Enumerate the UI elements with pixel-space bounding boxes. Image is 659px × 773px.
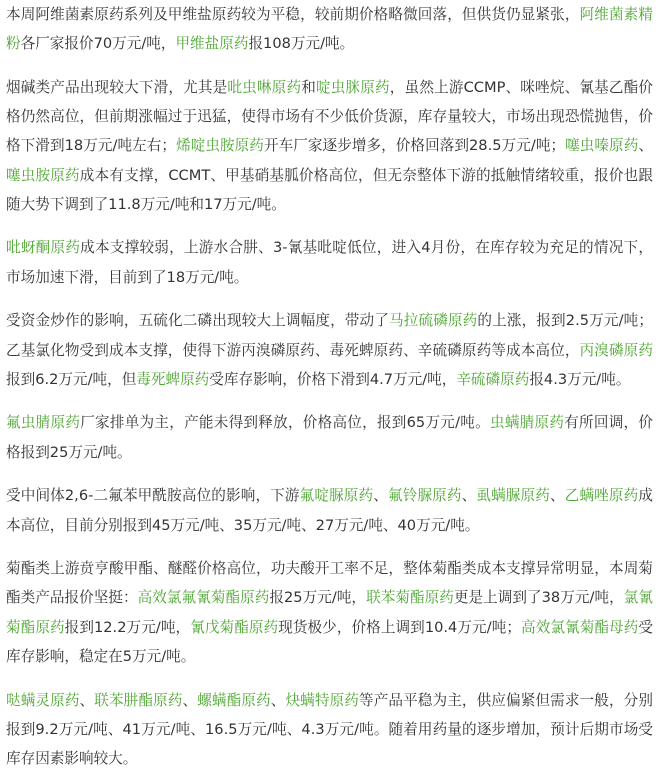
product-name-highlight: 乙螨唑原药 [564,487,639,505]
paragraph-text: 报108万元/吨。 [248,35,355,53]
paragraph-benzoylureas [6,481,653,539]
product-name-highlight: 啶虫脒原药 [315,78,390,96]
paragraph-text: 各厂家报价70万元/吨， [20,35,176,53]
product-name-highlight: 螺螨酯原药 [197,691,271,709]
product-name-highlight: 吡蚜酮原药 [6,239,81,257]
paragraph-text: 、 [182,691,198,709]
product-name-highlight: 阿维菌素精粉 [6,6,653,53]
paragraph-text: 报25万元/吨， [269,589,367,607]
paragraph-text: ，虽然上游CCMP、咪唑烷、氰基乙酯价格仍然高位，但前期涨幅过于迅猛，使得市场有不少低价货源，库存量较大，市场出现恐慌抛售，价格下滑到18万元/吨左右； [6,78,653,155]
product-name-highlight: 虫螨腈原药 [489,414,565,432]
paragraph-neonicotinoids [6,73,653,219]
product-name-highlight: 吡虫啉原药 [227,78,302,96]
product-name-highlight: 甲维盐原药 [175,35,249,53]
product-name-highlight: 高效氯氟氰菊酯原药 [137,589,270,607]
paragraph-acaricides [6,686,653,773]
paragraph-text: 厂家排单为主，产能未得到释放，价格高位，报到65万元/吨。 [80,414,490,432]
product-name-highlight: 马拉硫磷原药 [389,312,478,330]
paragraph-text: 开车厂家逐步增多，价格回落到28.5万元/吨； [263,137,566,155]
paragraph-text: 本周阿维菌素原药系列及甲维盐原药较为平稳，较前期价格略微回落，但供货仍显紧张， [6,6,580,23]
product-name-highlight: 联苯肼酯原药 [94,691,183,709]
paragraph-text: 烟碱类产品出现较大下滑，尤其是 [6,78,228,96]
product-name-highlight: 丙溴磷原药 [579,341,653,359]
product-name-highlight: 哒螨灵原药 [6,691,80,709]
paragraph-text: 报到6.2万元/吨，但 [6,370,137,388]
product-name-highlight: 烯啶虫胺原药 [176,137,264,155]
paragraph-text: 成本支撑较弱，上游水合肼、3-氰基吡啶低位，进入4月份，在库存较为充足的情况下，市场加速下滑，目前到了18万元/吨。 [6,239,653,286]
paragraph-avermectin [6,0,653,58]
paragraph-text: 、 [461,487,477,505]
product-name-highlight: 炔螨特原药 [285,691,359,709]
paragraph-organophosphates [6,306,653,394]
paragraph-text: 和 [301,78,316,96]
paragraph-text: 、 [638,137,653,155]
product-name-highlight: 联苯菊酯原药 [366,589,454,607]
product-name-highlight: 噻虫胺原药 [6,166,80,184]
paragraph-text: 受库存影响，稳定在5万元/吨。 [6,618,653,665]
paragraph-pymetrozine [6,233,653,291]
paragraph-text: 更是上调到了38万元/吨， [453,589,624,607]
paragraph-text: 现货极少，价格上调到10.4万元/吨； [278,618,521,636]
paragraph-text: 成本高位，目前分别报到45万元/吨、35万元/吨、27万元/吨、40万元/吨。 [6,487,653,534]
paragraph-text: 报4.3万元/吨。 [529,370,631,388]
product-name-highlight: 虱螨脲原药 [476,487,550,505]
paragraph-fipronil [6,408,653,466]
product-name-highlight: 氟啶脲原药 [299,487,374,505]
paragraph-text: 、 [549,487,565,505]
paragraph-text: 报到12.2万元/吨， [64,618,191,636]
paragraph-text: 菊酯类上游贲亨酸甲酯、醚醛价格高位，功夫酸开工率不足，整体菊酯类成本支撑异常明显，本周菊酯类产品报价坚挺： [6,560,653,607]
product-name-highlight: 氯氰菊酯原药 [6,589,653,636]
paragraph-text: 成本有支撑，CCMT、甲基硝基胍价格高位，但无奈整体下游的抵触情绪较重，报价也跟随大势下调到了11.8万元/吨和17万元/吨。 [6,166,653,213]
product-name-highlight: 噻虫嗪原药 [565,137,639,155]
paragraph-text: 、 [373,487,388,505]
paragraph-text: 有所回调，价格报到25万元/吨。 [6,414,653,461]
product-name-highlight: 氟铃脲原药 [388,487,462,505]
paragraph-text: 受中间体2,6-二氟苯甲酰胺高位的影响，下游 [6,487,300,505]
paragraph-pyrethroids [6,554,653,671]
paragraph-text: 、 [270,691,286,709]
product-name-highlight: 毒死蜱原药 [136,370,210,388]
product-name-highlight: 辛硫磷原药 [456,370,530,388]
paragraph-text: 、 [79,691,95,709]
product-name-highlight: 氟虫腈原药 [6,414,81,432]
paragraph-text: 的上涨，报到2.5万元/吨；乙基氯化物受到成本支撑，使得下游丙溴磷原药、毒死蜱原药、辛硫磷原药等成本高位， [6,312,653,359]
product-name-highlight: 氰戊菊酯原药 [190,618,279,636]
paragraph-text: 受资金炒作的影响，五硫化二磷出现较大上调幅度，带动了 [6,312,390,330]
paragraph-text: 受库存影响，价格下滑到4.7万元/吨， [209,370,457,388]
product-name-highlight: 高效氯氰菊酯母药 [520,618,639,636]
paragraph-text: 等产品平稳为主，供应偏紧但需求一般，分别报到9.2万元/吨、41万元/吨、16.5万元/吨、4.3万元/吨。随着用药量的逐步增加，预计后期市场受库存因素影响较大。 [6,691,653,767]
